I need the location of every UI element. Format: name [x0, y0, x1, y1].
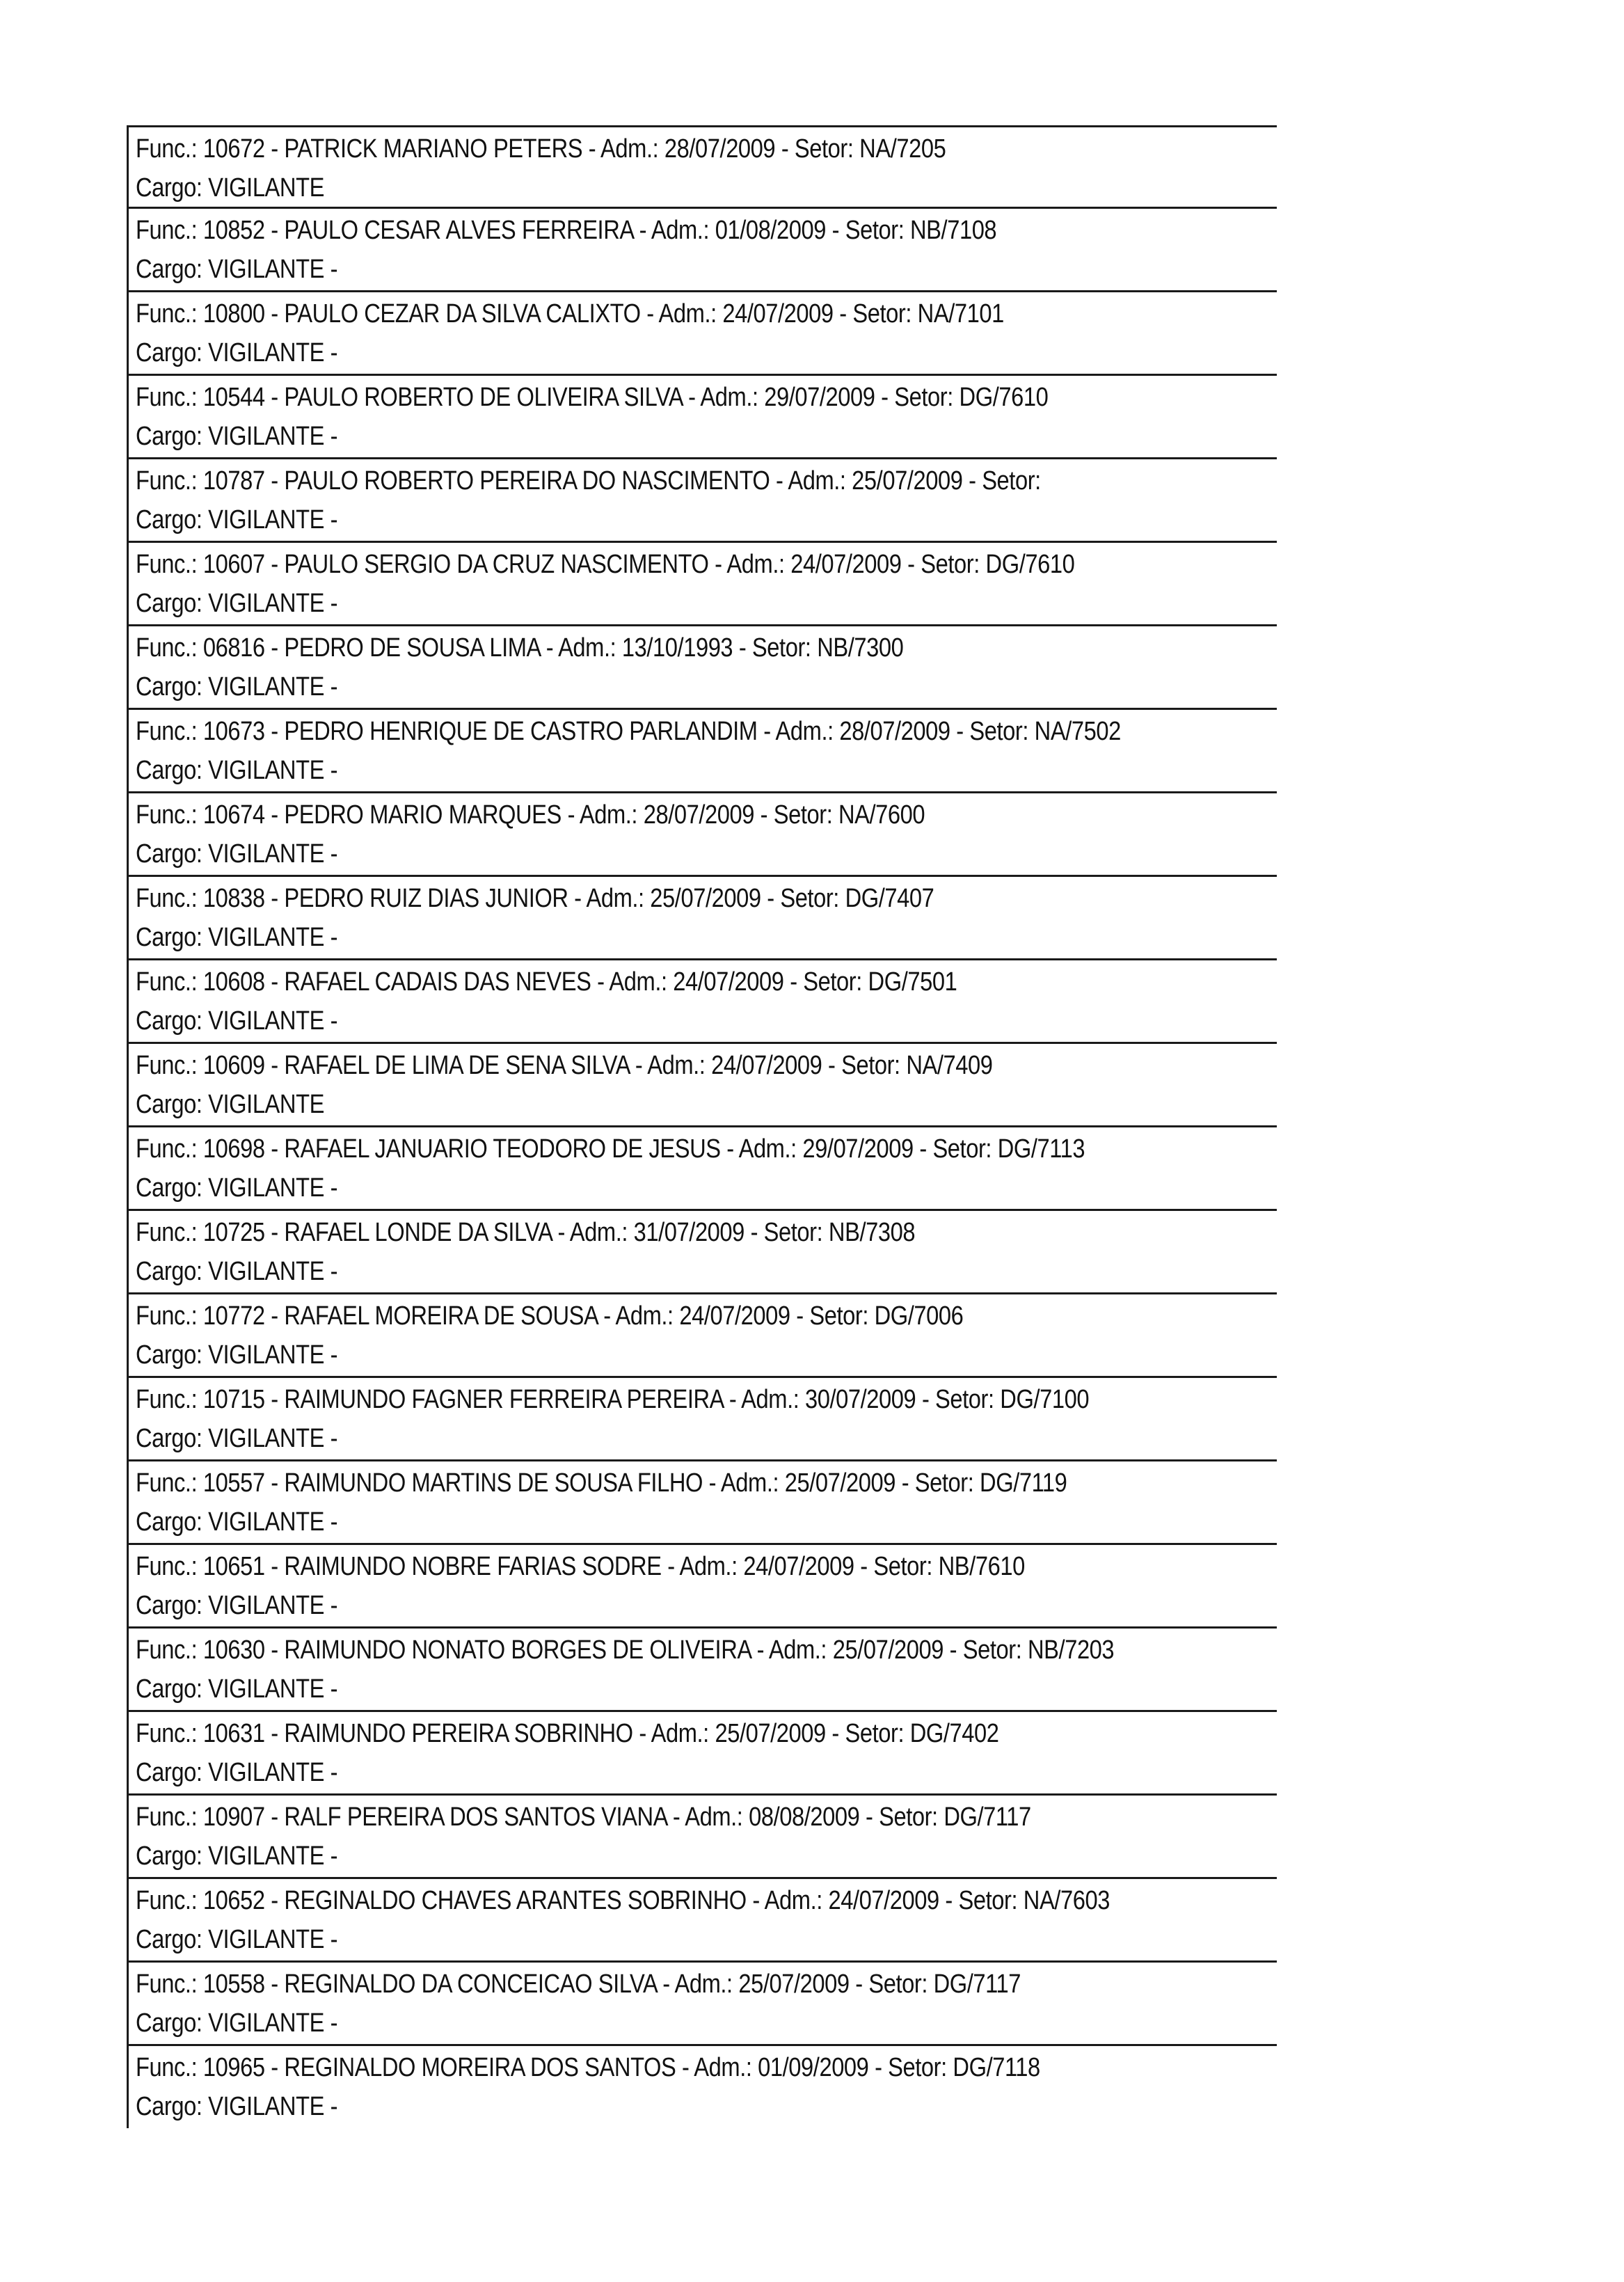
employee-func-line: Func.: 10608 - RAFAEL CADAIS DAS NEVES - Adm.: 24/07/2009 - Setor: DG/7501 — [136, 967, 957, 997]
employee-record — [129, 1211, 1277, 1294]
employee-cargo-line: Cargo: VIGILANTE - — [136, 422, 338, 451]
employee-func-line: Func.: 10907 - RALF PEREIRA DOS SANTOS VIANA - Adm.: 08/08/2009 - Setor: DG/7117 — [136, 1802, 1031, 1832]
employee-record — [129, 1461, 1277, 1545]
employee-cargo-line: Cargo: VIGILANTE - — [136, 255, 338, 284]
employee-record — [129, 1796, 1277, 1879]
employee-record — [129, 1963, 1277, 2046]
employee-cargo-line: Cargo: VIGILANTE - — [136, 338, 338, 367]
employee-func-line: Func.: 10607 - PAULO SERGIO DA CRUZ NASCIMENTO - Adm.: 24/07/2009 - Setor: DG/7610 — [136, 550, 1075, 579]
employee-cargo-line: Cargo: VIGILANTE - — [136, 2092, 338, 2121]
employee-record — [129, 543, 1277, 626]
employee-record — [129, 1879, 1277, 1963]
employee-cargo-line: Cargo: VIGILANTE - — [136, 1841, 338, 1871]
employee-record-list — [127, 125, 1277, 2128]
employee-cargo-line: Cargo: VIGILANTE - — [136, 1925, 338, 1954]
employee-func-line: Func.: 10787 - PAULO ROBERTO PEREIRA DO NASCIMENTO - Adm.: 25/07/2009 - Setor: — [136, 466, 1041, 496]
employee-record — [129, 1712, 1277, 1796]
employee-cargo-line: Cargo: VIGILANTE - — [136, 839, 338, 869]
employee-record — [129, 626, 1277, 710]
employee-record — [129, 1545, 1277, 1629]
employee-cargo-line: Cargo: VIGILANTE - — [136, 1674, 338, 1704]
employee-func-line: Func.: 10544 - PAULO ROBERTO DE OLIVEIRA SILVA - Adm.: 29/07/2009 - Setor: DG/7610 — [136, 383, 1049, 412]
employee-func-line: Func.: 10800 - PAULO CEZAR DA SILVA CALIXTO - Adm.: 24/07/2009 - Setor: NA/7101 — [136, 299, 1004, 328]
employee-record — [129, 877, 1277, 960]
employee-cargo-line: Cargo: VIGILANTE - — [136, 1006, 338, 1036]
employee-func-line: Func.: 10609 - RAFAEL DE LIMA DE SENA SILVA - Adm.: 24/07/2009 - Setor: NA/7409 — [136, 1051, 993, 1080]
employee-record — [129, 960, 1277, 1044]
employee-record — [129, 1378, 1277, 1461]
employee-cargo-line: Cargo: VIGILANTE - — [136, 1173, 338, 1203]
employee-cargo-line: Cargo: VIGILANTE - — [136, 756, 338, 785]
employee-record — [129, 125, 1277, 209]
employee-func-line: Func.: 10674 - PEDRO MARIO MARQUES - Adm.: 28/07/2009 - Setor: NA/7600 — [136, 800, 925, 830]
employee-record — [129, 710, 1277, 793]
employee-func-line: Func.: 06816 - PEDRO DE SOUSA LIMA - Adm.: 13/10/1993 - Setor: NB/7300 — [136, 633, 904, 663]
employee-cargo-line: Cargo: VIGILANTE - — [136, 1257, 338, 1286]
employee-cargo-line: Cargo: VIGILANTE - — [136, 923, 338, 952]
employee-record — [129, 1044, 1277, 1127]
employee-func-line: Func.: 10631 - RAIMUNDO PEREIRA SOBRINHO - Adm.: 25/07/2009 - Setor: DG/7402 — [136, 1719, 999, 1748]
employee-record — [129, 376, 1277, 459]
employee-func-line: Func.: 10651 - RAIMUNDO NOBRE FARIAS SODRE - Adm.: 24/07/2009 - Setor: NB/7610 — [136, 1552, 1025, 1581]
employee-cargo-line: Cargo: VIGILANTE - — [136, 672, 338, 702]
employee-func-line: Func.: 10630 - RAIMUNDO NONATO BORGES DE OLIVEIRA - Adm.: 25/07/2009 - Setor: NB/7203 — [136, 1635, 1115, 1665]
employee-record — [129, 793, 1277, 877]
employee-cargo-line: Cargo: VIGILANTE - — [136, 1424, 338, 1453]
employee-record — [129, 2046, 1277, 2128]
employee-func-line: Func.: 10698 - RAFAEL JANUARIO TEODORO DE JESUS - Adm.: 29/07/2009 - Setor: DG/7113 — [136, 1134, 1085, 1164]
employee-cargo-line: Cargo: VIGILANTE - — [136, 1507, 338, 1537]
employee-func-line: Func.: 10725 - RAFAEL LONDE DA SILVA - Adm.: 31/07/2009 - Setor: NB/7308 — [136, 1218, 916, 1247]
employee-func-line: Func.: 10715 - RAIMUNDO FAGNER FERREIRA PEREIRA - Adm.: 30/07/2009 - Setor: DG/7100 — [136, 1385, 1090, 1414]
employee-record — [129, 1294, 1277, 1378]
employee-func-line: Func.: 10673 - PEDRO HENRIQUE DE CASTRO PARLANDIM - Adm.: 28/07/2009 - Setor: NA/7502 — [136, 717, 1121, 746]
employee-cargo-line: Cargo: VIGILANTE - — [136, 1340, 338, 1370]
employee-func-line: Func.: 10838 - PEDRO RUIZ DIAS JUNIOR - Adm.: 25/07/2009 - Setor: DG/7407 — [136, 884, 934, 913]
employee-func-line: Func.: 10965 - REGINALDO MOREIRA DOS SANTOS - Adm.: 01/09/2009 - Setor: DG/7118 — [136, 2053, 1040, 2082]
employee-func-line: Func.: 10652 - REGINALDO CHAVES ARANTES SOBRINHO - Adm.: 24/07/2009 - Setor: NA/7603 — [136, 1886, 1110, 1915]
employee-cargo-line: Cargo: VIGILANTE — [136, 1090, 325, 1119]
employee-cargo-line: Cargo: VIGILANTE - — [136, 2008, 338, 2038]
employee-func-line: Func.: 10557 - RAIMUNDO MARTINS DE SOUSA FILHO - Adm.: 25/07/2009 - Setor: DG/7119 — [136, 1468, 1067, 1498]
employee-func-line: Func.: 10558 - REGINALDO DA CONCEICAO SILVA - Adm.: 25/07/2009 - Setor: DG/7117 — [136, 1970, 1021, 1999]
employee-func-line: Func.: 10672 - PATRICK MARIANO PETERS - Adm.: 28/07/2009 - Setor: NA/7205 — [136, 134, 946, 164]
employee-record — [129, 459, 1277, 543]
employee-cargo-line: Cargo: VIGILANTE - — [136, 505, 338, 534]
employee-record — [129, 292, 1277, 376]
employee-func-line: Func.: 10852 - PAULO CESAR ALVES FERREIRA - Adm.: 01/08/2009 - Setor: NB/7108 — [136, 216, 997, 245]
employee-cargo-line: Cargo: VIGILANTE — [136, 173, 325, 203]
employee-cargo-line: Cargo: VIGILANTE - — [136, 1758, 338, 1787]
employee-cargo-line: Cargo: VIGILANTE - — [136, 1591, 338, 1620]
employee-record — [129, 1629, 1277, 1712]
employee-record — [129, 1127, 1277, 1211]
employee-record — [129, 209, 1277, 292]
employee-cargo-line: Cargo: VIGILANTE - — [136, 589, 338, 618]
employee-func-line: Func.: 10772 - RAFAEL MOREIRA DE SOUSA - Adm.: 24/07/2009 - Setor: DG/7006 — [136, 1301, 964, 1331]
